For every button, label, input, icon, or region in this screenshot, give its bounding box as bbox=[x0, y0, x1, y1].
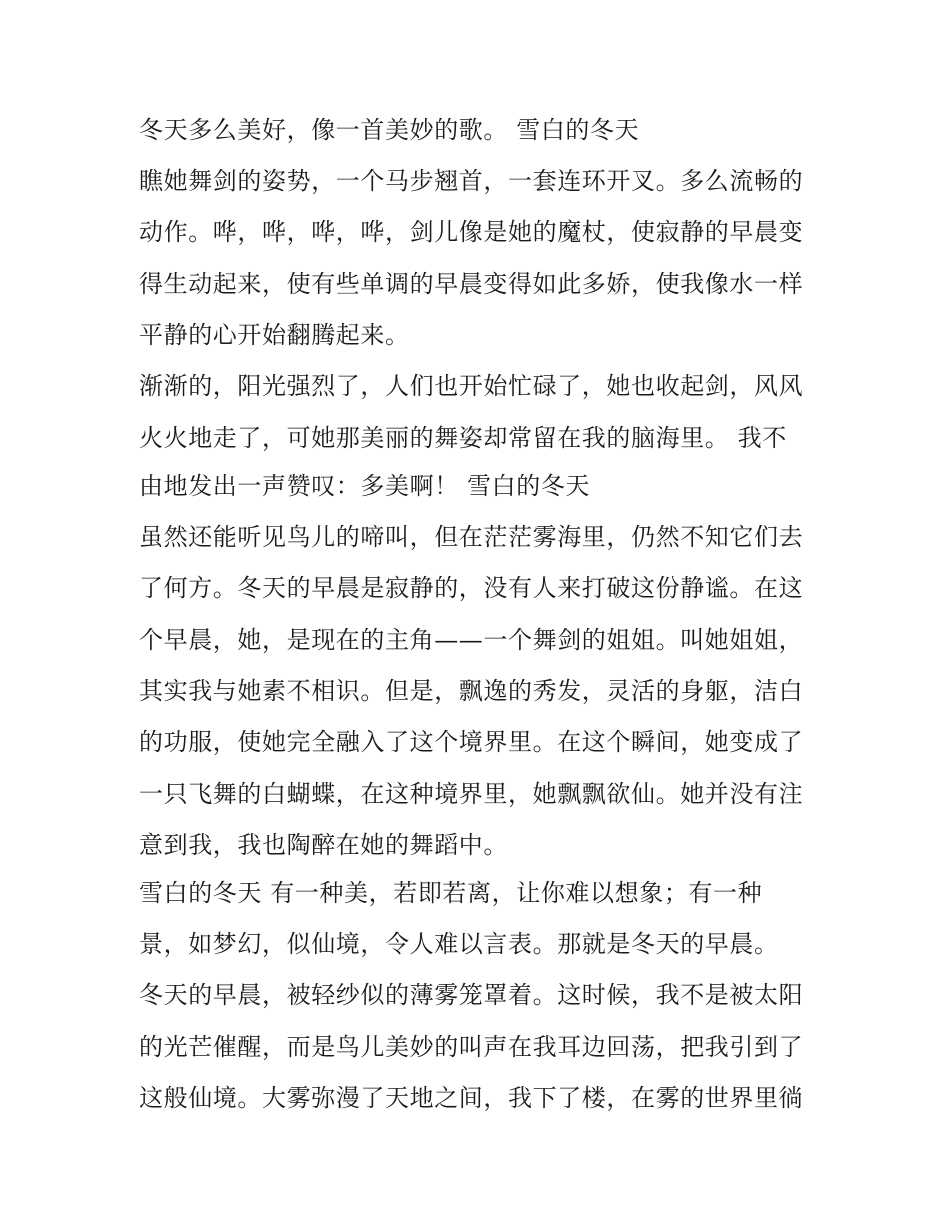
text-line: 渐渐的，阳光强烈了，人们也开始忙碌了，她也收起剑，风风 bbox=[139, 372, 804, 400]
text-line: 冬天多么美好，像一首美妙的歌。 雪白的冬天 bbox=[139, 116, 640, 144]
text-line: 由地发出一声赞叹：多美啊！ 雪白的冬天 bbox=[139, 472, 591, 500]
text-line: 动作。哗，哗，哗，哗，剑儿像是她的魔杖，使寂静的早晨变 bbox=[139, 218, 804, 246]
text-line: 平静的心开始翻腾起来。 bbox=[139, 321, 410, 349]
text-line: 一只飞舞的白蝴蝶，在这种境界里，她飘飘欲仙。她并没有注 bbox=[139, 780, 804, 808]
text-line: 的光芒催醒，而是鸟儿美妙的叫声在我耳边回荡，把我引到了 bbox=[139, 1033, 804, 1061]
text-line: 这般仙境。大雾弥漫了天地之间，我下了楼，在雾的世界里徜 bbox=[139, 1084, 804, 1112]
text-line: 火火地走了，可她那美丽的舞姿却常留在我的脑海里。 我不 bbox=[139, 424, 787, 452]
text-line: 得生动起来，使有些单调的早晨变得如此多娇，使我像水一样 bbox=[139, 270, 804, 298]
text-line: 的功服，使她完全融入了这个境界里。在这个瞬间，她变成了 bbox=[139, 728, 804, 756]
text-line: 瞧她舞剑的姿势，一个马步翘首，一套连环开叉。多么流畅的 bbox=[139, 167, 804, 195]
text-line: 个早晨，她，是现在的主角——一个舞剑的姐姐。叫她姐姐， bbox=[139, 626, 804, 654]
text-line: 其实我与她素不相识。但是，飘逸的秀发，灵活的身躯，洁白 bbox=[139, 677, 804, 705]
text-line: 冬天的早晨，被轻纱似的薄雾笼罩着。这时候，我不是被太阳 bbox=[139, 981, 804, 1009]
text-line: 意到我，我也陶醉在她的舞蹈中。 bbox=[139, 831, 508, 859]
text-line: 雪白的冬天 有一种美，若即若离，让你难以想象；有一种 bbox=[139, 879, 763, 907]
text-line: 景，如梦幻，似仙境，令人难以言表。那就是冬天的早晨。 bbox=[139, 930, 779, 958]
text-line: 虽然还能听见鸟儿的啼叫，但在茫茫雾海里，仍然不知它们去 bbox=[139, 523, 804, 551]
text-line: 了何方。冬天的早晨是寂静的，没有人来打破这份静谧。在这 bbox=[139, 574, 804, 602]
